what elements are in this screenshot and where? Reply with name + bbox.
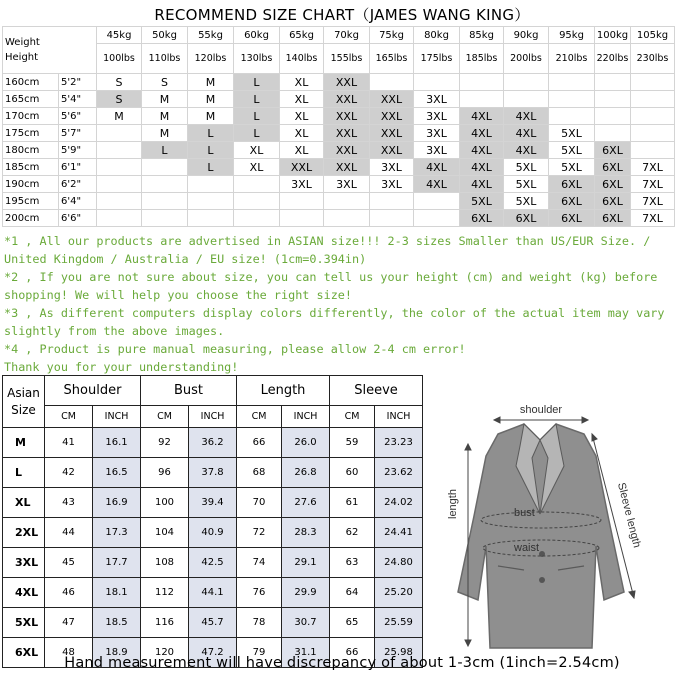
weight-lbs-header: 185lbs bbox=[460, 44, 504, 74]
weight-kg-row bbox=[3, 27, 675, 44]
size-cell bbox=[631, 74, 675, 91]
bust-cm-cell: 108 bbox=[141, 548, 189, 578]
note-3: *3 , As different computers display colors differently, the color of the actual item may vary slightly from the above images. bbox=[4, 306, 665, 338]
size-cell: 6XL bbox=[549, 210, 595, 227]
size-cell: 3XL bbox=[324, 176, 370, 193]
height-cm-cell: 200cm bbox=[3, 210, 59, 227]
size-cell: 6XL bbox=[595, 142, 631, 159]
shoulder-cm-cell: 48 bbox=[45, 638, 93, 668]
bust-in-cell: 37.8 bbox=[189, 458, 237, 488]
recommend-size-table bbox=[2, 26, 675, 227]
measurement-table bbox=[2, 375, 423, 668]
measurement-row bbox=[3, 578, 423, 608]
size-cell: L bbox=[234, 74, 280, 91]
size-cell: M bbox=[142, 91, 188, 108]
bust-cm-cell: 104 bbox=[141, 518, 189, 548]
height-row bbox=[3, 142, 675, 159]
jacket-outline bbox=[458, 424, 624, 648]
height-cm-cell: 190cm bbox=[3, 176, 59, 193]
sleeve-in-cell: 24.80 bbox=[375, 548, 423, 578]
size-cell: M bbox=[97, 108, 142, 125]
size-cell: XL bbox=[280, 108, 324, 125]
size-cell: L bbox=[234, 125, 280, 142]
unit-cm: CM bbox=[45, 406, 93, 428]
size-cell: XXL bbox=[370, 125, 414, 142]
size-cell: XL bbox=[234, 142, 280, 159]
size-cell: 4XL bbox=[504, 142, 549, 159]
size-cell: 4XL bbox=[504, 108, 549, 125]
weight-lbs-header: 155lbs bbox=[324, 44, 370, 74]
measurement-row bbox=[3, 458, 423, 488]
sleeve-cm-cell: 59 bbox=[330, 428, 375, 458]
length-label: length bbox=[447, 489, 459, 519]
height-row bbox=[3, 176, 675, 193]
length-in-cell: 27.6 bbox=[282, 488, 330, 518]
shoulder-in-cell: 18.1 bbox=[93, 578, 141, 608]
jacket-diagram bbox=[428, 396, 678, 656]
length-in-cell: 28.3 bbox=[282, 518, 330, 548]
size-cell: 7XL bbox=[631, 176, 675, 193]
size-cell: S bbox=[142, 74, 188, 91]
size-cell: 6XL bbox=[595, 176, 631, 193]
height-cm-cell: 195cm bbox=[3, 193, 59, 210]
shoulder-cm-cell: 42 bbox=[45, 458, 93, 488]
size-cell: XXL bbox=[324, 108, 370, 125]
sleeve-in-cell: 25.59 bbox=[375, 608, 423, 638]
size-cell: 4XL bbox=[460, 176, 504, 193]
weight-lbs-header: 120lbs bbox=[188, 44, 234, 74]
size-cell bbox=[280, 210, 324, 227]
size-cell: 4XL bbox=[460, 142, 504, 159]
weight-lbs-header: 230lbs bbox=[631, 44, 675, 74]
size-cell bbox=[97, 193, 142, 210]
size-cell: L bbox=[188, 142, 234, 159]
weight-label: Weight bbox=[5, 37, 40, 48]
sleeve-in-cell: 25.98 bbox=[375, 638, 423, 668]
size-cell: 3XL bbox=[414, 91, 460, 108]
unit-cm: CM bbox=[141, 406, 189, 428]
length-in-cell: 29.1 bbox=[282, 548, 330, 578]
size-cell bbox=[595, 125, 631, 142]
shoulder-measure-line bbox=[494, 417, 588, 423]
weight-lbs-header: 220lbs bbox=[595, 44, 631, 74]
shoulder-cm-cell: 46 bbox=[45, 578, 93, 608]
size-label: XL bbox=[3, 488, 45, 518]
bust-in-cell: 36.2 bbox=[189, 428, 237, 458]
size-cell: S bbox=[97, 91, 142, 108]
shoulder-header: Shoulder bbox=[45, 376, 141, 406]
size-cell: L bbox=[142, 142, 188, 159]
height-row bbox=[3, 125, 675, 142]
weight-lbs-header: 175lbs bbox=[414, 44, 460, 74]
size-cell bbox=[188, 193, 234, 210]
weight-kg-header: 100kg bbox=[595, 27, 631, 44]
size-cell: 4XL bbox=[460, 125, 504, 142]
size-cell: 4XL bbox=[504, 125, 549, 142]
bust-in-cell: 44.1 bbox=[189, 578, 237, 608]
size-cell bbox=[631, 125, 675, 142]
bust-label: bust bbox=[514, 507, 535, 519]
size-cell: XL bbox=[280, 91, 324, 108]
size-cell bbox=[97, 176, 142, 193]
size-cell bbox=[234, 176, 280, 193]
bust-header: Bust bbox=[141, 376, 237, 406]
bust-cm-cell: 112 bbox=[141, 578, 189, 608]
size-cell: XXL bbox=[324, 74, 370, 91]
size-cell bbox=[142, 176, 188, 193]
shoulder-cm-cell: 41 bbox=[45, 428, 93, 458]
size-cell: 7XL bbox=[631, 159, 675, 176]
size-cell: 6XL bbox=[549, 176, 595, 193]
weight-kg-header: 65kg bbox=[280, 27, 324, 44]
size-cell bbox=[370, 210, 414, 227]
weight-lbs-header: 110lbs bbox=[142, 44, 188, 74]
weight-kg-header: 105kg bbox=[631, 27, 675, 44]
weight-kg-header: 50kg bbox=[142, 27, 188, 44]
weight-lbs-row bbox=[3, 44, 675, 74]
size-cell: 4XL bbox=[460, 108, 504, 125]
size-cell bbox=[324, 193, 370, 210]
length-in-cell: 30.7 bbox=[282, 608, 330, 638]
sleeve-in-cell: 25.20 bbox=[375, 578, 423, 608]
size-cell: 3XL bbox=[414, 108, 460, 125]
shoulder-in-cell: 18.9 bbox=[93, 638, 141, 668]
unit-inch: INCH bbox=[375, 406, 423, 428]
shoulder-cm-cell: 45 bbox=[45, 548, 93, 578]
size-cell bbox=[97, 142, 142, 159]
sleeve-header: Sleeve bbox=[330, 376, 423, 406]
weight-kg-header: 80kg bbox=[414, 27, 460, 44]
length-in-cell: 29.9 bbox=[282, 578, 330, 608]
size-cell: 5XL bbox=[549, 142, 595, 159]
size-cell bbox=[504, 74, 549, 91]
size-cell: 4XL bbox=[414, 176, 460, 193]
size-cell: XXL bbox=[324, 142, 370, 159]
size-cell bbox=[188, 176, 234, 193]
shoulder-in-cell: 17.7 bbox=[93, 548, 141, 578]
size-cell bbox=[414, 74, 460, 91]
weight-lbs-header: 100lbs bbox=[97, 44, 142, 74]
sleeve-cm-cell: 63 bbox=[330, 548, 375, 578]
shoulder-in-cell: 16.9 bbox=[93, 488, 141, 518]
height-ft-cell: 6'2" bbox=[59, 176, 97, 193]
shoulder-in-cell: 16.5 bbox=[93, 458, 141, 488]
weight-lbs-header: 140lbs bbox=[280, 44, 324, 74]
bust-cm-cell: 100 bbox=[141, 488, 189, 518]
size-cell bbox=[549, 74, 595, 91]
size-cell bbox=[595, 74, 631, 91]
sleeve-cm-cell: 60 bbox=[330, 458, 375, 488]
size-cell: 5XL bbox=[549, 125, 595, 142]
height-row bbox=[3, 210, 675, 227]
sleeve-cm-cell: 65 bbox=[330, 608, 375, 638]
length-cm-cell: 66 bbox=[237, 428, 282, 458]
measurement-row bbox=[3, 428, 423, 458]
unit-cm: CM bbox=[237, 406, 282, 428]
size-cell: 3XL bbox=[370, 159, 414, 176]
height-ft-cell: 6'4" bbox=[59, 193, 97, 210]
measurement-row bbox=[3, 608, 423, 638]
size-cell bbox=[188, 210, 234, 227]
sleeve-cm-cell: 62 bbox=[330, 518, 375, 548]
size-cell bbox=[324, 210, 370, 227]
weight-lbs-header: 210lbs bbox=[549, 44, 595, 74]
height-cm-cell: 185cm bbox=[3, 159, 59, 176]
height-cm-cell: 180cm bbox=[3, 142, 59, 159]
size-cell bbox=[370, 193, 414, 210]
shoulder-cm-cell: 44 bbox=[45, 518, 93, 548]
size-cell bbox=[142, 159, 188, 176]
length-cm-cell: 76 bbox=[237, 578, 282, 608]
size-cell: 3XL bbox=[280, 176, 324, 193]
height-ft-cell: 5'6" bbox=[59, 108, 97, 125]
size-label: 2XL bbox=[3, 518, 45, 548]
sleeve-in-cell: 24.02 bbox=[375, 488, 423, 518]
note-thanks: Thank you for your understanding! bbox=[4, 360, 239, 374]
weight-kg-header: 95kg bbox=[549, 27, 595, 44]
size-cell bbox=[549, 91, 595, 108]
length-header: Length bbox=[237, 376, 330, 406]
weight-kg-header: 45kg bbox=[97, 27, 142, 44]
sleeve-cm-cell: 61 bbox=[330, 488, 375, 518]
weight-kg-header: 70kg bbox=[324, 27, 370, 44]
size-cell bbox=[97, 125, 142, 142]
length-in-cell: 26.8 bbox=[282, 458, 330, 488]
size-cell: L bbox=[234, 91, 280, 108]
sleeve-in-cell: 24.41 bbox=[375, 518, 423, 548]
size-cell bbox=[142, 193, 188, 210]
shoulder-cm-cell: 43 bbox=[45, 488, 93, 518]
unit-inch: INCH bbox=[93, 406, 141, 428]
weight-height-corner bbox=[3, 27, 97, 74]
size-cell bbox=[631, 91, 675, 108]
height-ft-cell: 5'9" bbox=[59, 142, 97, 159]
size-cell: XL bbox=[234, 159, 280, 176]
note-1: *1 , All our products are advertised in ASIAN size!!! 2-3 sizes Smaller than US/EUR Size. / United Kingdom / Australia / EU size! (1cm=0.394in) bbox=[4, 234, 651, 266]
waist-label: waist bbox=[514, 542, 540, 554]
height-cm-cell: 165cm bbox=[3, 91, 59, 108]
size-cell: 5XL bbox=[504, 176, 549, 193]
chart-title: RECOMMEND SIZE CHART（JAMES WANG KING） bbox=[154, 6, 530, 24]
length-in-cell: 31.1 bbox=[282, 638, 330, 668]
size-cell bbox=[460, 91, 504, 108]
length-cm-cell: 72 bbox=[237, 518, 282, 548]
size-cell: XXL bbox=[370, 108, 414, 125]
bust-in-cell: 40.9 bbox=[189, 518, 237, 548]
length-cm-cell: 74 bbox=[237, 548, 282, 578]
length-in-cell: 26.0 bbox=[282, 428, 330, 458]
height-cm-cell: 160cm bbox=[3, 74, 59, 91]
size-cell bbox=[595, 91, 631, 108]
size-cell: XL bbox=[280, 125, 324, 142]
size-cell: L bbox=[188, 125, 234, 142]
weight-lbs-header: 165lbs bbox=[370, 44, 414, 74]
length-cm-cell: 79 bbox=[237, 638, 282, 668]
sleeve-cm-cell: 66 bbox=[330, 638, 375, 668]
height-label: Height bbox=[5, 52, 39, 63]
size-cell: M bbox=[188, 74, 234, 91]
sleeve-in-cell: 23.23 bbox=[375, 428, 423, 458]
bust-cm-cell: 92 bbox=[141, 428, 189, 458]
size-label: 5XL bbox=[3, 608, 45, 638]
size-cell: XXL bbox=[370, 91, 414, 108]
size-cell bbox=[97, 210, 142, 227]
height-ft-cell: 5'4" bbox=[59, 91, 97, 108]
bust-in-cell: 47.2 bbox=[189, 638, 237, 668]
size-cell: 6XL bbox=[504, 210, 549, 227]
size-cell: 3XL bbox=[414, 125, 460, 142]
size-label: L bbox=[3, 458, 45, 488]
size-cell: S bbox=[97, 74, 142, 91]
size-cell bbox=[631, 142, 675, 159]
size-label: 6XL bbox=[3, 638, 45, 668]
size-cell bbox=[414, 193, 460, 210]
size-cell: XXL bbox=[324, 91, 370, 108]
asian-size-header: Asian Size bbox=[3, 376, 45, 428]
size-label: M bbox=[3, 428, 45, 458]
length-cm-cell: 68 bbox=[237, 458, 282, 488]
shoulder-label: shoulder bbox=[519, 404, 563, 416]
height-row bbox=[3, 159, 675, 176]
size-cell: 6XL bbox=[595, 210, 631, 227]
footer-note: Hand measurement will have discrepancy of about 1-3cm (1inch=2.54cm) bbox=[64, 655, 620, 671]
sleeve-in-cell: 23.62 bbox=[375, 458, 423, 488]
size-cell: 7XL bbox=[631, 210, 675, 227]
bust-cm-cell: 116 bbox=[141, 608, 189, 638]
size-cell: L bbox=[188, 159, 234, 176]
weight-lbs-header: 130lbs bbox=[234, 44, 280, 74]
size-cell: 7XL bbox=[631, 193, 675, 210]
size-cell: M bbox=[142, 108, 188, 125]
shoulder-in-cell: 17.3 bbox=[93, 518, 141, 548]
height-row bbox=[3, 74, 675, 91]
size-label: 3XL bbox=[3, 548, 45, 578]
size-cell: 6XL bbox=[595, 159, 631, 176]
size-cell bbox=[280, 193, 324, 210]
weight-lbs-header: 200lbs bbox=[504, 44, 549, 74]
weight-kg-header: 55kg bbox=[188, 27, 234, 44]
size-cell: 5XL bbox=[549, 159, 595, 176]
size-cell: 4XL bbox=[460, 159, 504, 176]
unit-cm: CM bbox=[330, 406, 375, 428]
measurement-row bbox=[3, 518, 423, 548]
height-cm-cell: 175cm bbox=[3, 125, 59, 142]
size-cell bbox=[234, 193, 280, 210]
size-label: 4XL bbox=[3, 578, 45, 608]
size-cell: 6XL bbox=[549, 193, 595, 210]
height-ft-cell: 6'1" bbox=[59, 159, 97, 176]
size-cell: XXL bbox=[324, 125, 370, 142]
weight-kg-header: 60kg bbox=[234, 27, 280, 44]
size-cell: M bbox=[188, 108, 234, 125]
height-row bbox=[3, 193, 675, 210]
sleeve-length-label: Sleeve length bbox=[615, 481, 643, 550]
bust-in-cell: 45.7 bbox=[189, 608, 237, 638]
weight-kg-header: 85kg bbox=[460, 27, 504, 44]
measurement-row bbox=[3, 488, 423, 518]
size-cell bbox=[595, 108, 631, 125]
notes-section bbox=[4, 232, 682, 376]
height-cm-cell: 170cm bbox=[3, 108, 59, 125]
length-cm-cell: 70 bbox=[237, 488, 282, 518]
weight-kg-header: 75kg bbox=[370, 27, 414, 44]
size-cell bbox=[504, 91, 549, 108]
shoulder-in-cell: 16.1 bbox=[93, 428, 141, 458]
size-cell bbox=[370, 74, 414, 91]
unit-inch: INCH bbox=[282, 406, 330, 428]
size-cell: 3XL bbox=[414, 142, 460, 159]
size-cell: 5XL bbox=[504, 193, 549, 210]
size-cell: 3XL bbox=[370, 176, 414, 193]
size-cell bbox=[549, 108, 595, 125]
bust-in-cell: 39.4 bbox=[189, 488, 237, 518]
height-row bbox=[3, 108, 675, 125]
shoulder-cm-cell: 47 bbox=[45, 608, 93, 638]
size-cell: L bbox=[234, 108, 280, 125]
bust-cm-cell: 96 bbox=[141, 458, 189, 488]
bust-cm-cell: 120 bbox=[141, 638, 189, 668]
size-cell: 5XL bbox=[460, 193, 504, 210]
height-ft-cell: 5'7" bbox=[59, 125, 97, 142]
note-2: *2 , If you are not sure about size, you can tell us your height (cm) and weight (kg) before shopping! We will help you choose the right size! bbox=[4, 270, 658, 302]
size-cell: XXL bbox=[324, 159, 370, 176]
weight-kg-header: 90kg bbox=[504, 27, 549, 44]
size-cell: XL bbox=[280, 74, 324, 91]
height-row bbox=[3, 91, 675, 108]
size-cell bbox=[142, 210, 188, 227]
length-cm-cell: 78 bbox=[237, 608, 282, 638]
height-ft-cell: 5'2" bbox=[59, 74, 97, 91]
size-cell: M bbox=[142, 125, 188, 142]
size-cell bbox=[460, 74, 504, 91]
unit-inch: INCH bbox=[189, 406, 237, 428]
height-ft-cell: 6'6" bbox=[59, 210, 97, 227]
size-cell bbox=[97, 159, 142, 176]
size-cell bbox=[414, 210, 460, 227]
size-cell: 5XL bbox=[504, 159, 549, 176]
note-4: *4 , Product is pure manual measuring, please allow 2-4 cm error! bbox=[4, 342, 466, 356]
size-cell bbox=[234, 210, 280, 227]
shoulder-in-cell: 18.5 bbox=[93, 608, 141, 638]
bust-in-cell: 42.5 bbox=[189, 548, 237, 578]
size-cell: XXL bbox=[370, 142, 414, 159]
size-cell: 6XL bbox=[460, 210, 504, 227]
size-cell: XXL bbox=[280, 159, 324, 176]
size-cell: 4XL bbox=[414, 159, 460, 176]
size-cell: 6XL bbox=[595, 193, 631, 210]
size-cell: XL bbox=[280, 142, 324, 159]
size-cell: M bbox=[188, 91, 234, 108]
sleeve-cm-cell: 64 bbox=[330, 578, 375, 608]
measurement-row bbox=[3, 548, 423, 578]
size-cell bbox=[631, 108, 675, 125]
